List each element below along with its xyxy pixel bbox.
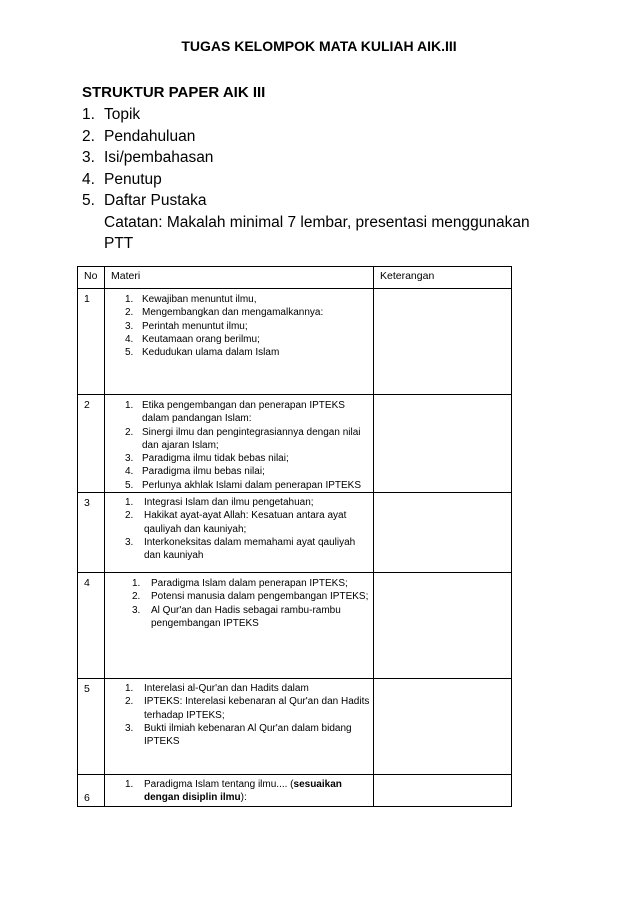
list-item: 4. Penutup (82, 170, 162, 188)
list-item: 2. Sinergi ilmu dan pengintegrasiannya dengan nilai dan ajaran Islam; (125, 426, 361, 451)
list-item: 1. Interelasi al-Qur'an dan Hadits dalam (125, 683, 309, 695)
row-keterangan (374, 775, 512, 807)
note-text: Catatan: Makalah minimal 7 lembar, presentasi menggunakan PTT (104, 213, 530, 252)
table-header-row (78, 267, 512, 289)
row-keterangan (374, 679, 512, 775)
list-item: 3. Perintah menuntut ilmu; (125, 320, 248, 332)
table-row (78, 493, 512, 573)
list-item: 4. Keutamaan orang berilmu; (125, 333, 260, 345)
row-keterangan (374, 395, 512, 493)
table-row (78, 289, 512, 395)
row-materi (105, 775, 374, 807)
table-row (78, 573, 512, 679)
row-materi (105, 679, 374, 775)
header-keterangan: Keterangan (374, 267, 512, 289)
row-materi (105, 493, 374, 573)
row-number: 2 (78, 395, 105, 493)
row-number: 3 (78, 493, 105, 573)
list-item: 3. Isi/pembahasan (82, 149, 214, 166)
row-materi (105, 395, 374, 493)
header-materi: Materi (105, 267, 374, 289)
table-row (78, 679, 512, 775)
row-keterangan (374, 289, 512, 395)
list-item: 2. Mengembangkan dan mengamalkannya: (125, 307, 324, 319)
row-number: 6 (78, 775, 105, 807)
list-item: 2. Pendahuluan (82, 127, 196, 145)
table-row (78, 395, 512, 493)
row-number: 5 (78, 679, 105, 775)
table-row (78, 775, 512, 807)
row-keterangan (374, 493, 512, 573)
list-item: 3. Interkoneksitas dalam memahami ayat qauliyah dan kauniyah (125, 536, 356, 562)
list-item: 2. IPTEKS: Interelasi kebenaran al Qur'an dan Hadits terhadap IPTEKS; (125, 696, 370, 721)
section-heading: STRUKTUR PAPER AIK III (82, 84, 266, 101)
row-materi (105, 289, 374, 395)
list-item: 1. Integrasi Islam dan ilmu pengetahuan; (125, 497, 314, 509)
materials-table (77, 266, 512, 807)
list-item: 3. Al Qur'an dan Hadis sebagai rambu-rambu pengembangan IPTEKS (132, 604, 341, 629)
list-item: 5. Perlunya akhlak Islami dalam penerapan IPTEKS (125, 479, 362, 491)
list-item: 5. Kedudukan ulama dalam Islam (125, 347, 280, 359)
list-item: 3. Paradigma ilmu tidak bebas nilai; (125, 453, 289, 465)
paper-structure-list (82, 104, 552, 255)
document-title: TUGAS KELOMPOK MATA KULIAH AIK.III (181, 38, 457, 54)
list-item: 1. Paradigma Islam dalam penerapan IPTEKS; (132, 578, 348, 590)
list-item: 1. Kewajiban menuntut ilmu, (125, 294, 257, 305)
list-item: 1. Etika pengembangan dan penerapan IPTEKS dalam pandangan Islam: (125, 400, 345, 425)
list-item: 4. Paradigma ilmu bebas nilai; (125, 466, 265, 478)
row-materi (105, 573, 374, 679)
row-number: 4 (78, 573, 105, 679)
header-no: No (78, 267, 105, 289)
row-number: 1 (78, 289, 105, 395)
list-item: 1. Paradigma Islam tentang ilmu.... (sesuaikan dengan disiplin ilmu): (125, 779, 342, 804)
list-item: 3. Bukti ilmiah kebenaran Al Qur'an dalam bidang IPTEKS (125, 722, 352, 748)
row-keterangan (374, 573, 512, 679)
list-item: 5. Daftar Pustaka (82, 192, 207, 209)
list-item: 1. Topik (82, 106, 141, 123)
list-item: 2. Hakikat ayat-ayat Allah: Kesatuan antara ayat qauliyah dan kauniyah; (125, 510, 347, 535)
list-item: 2. Potensi manusia dalam pengembangan IPTEKS; (132, 591, 369, 603)
